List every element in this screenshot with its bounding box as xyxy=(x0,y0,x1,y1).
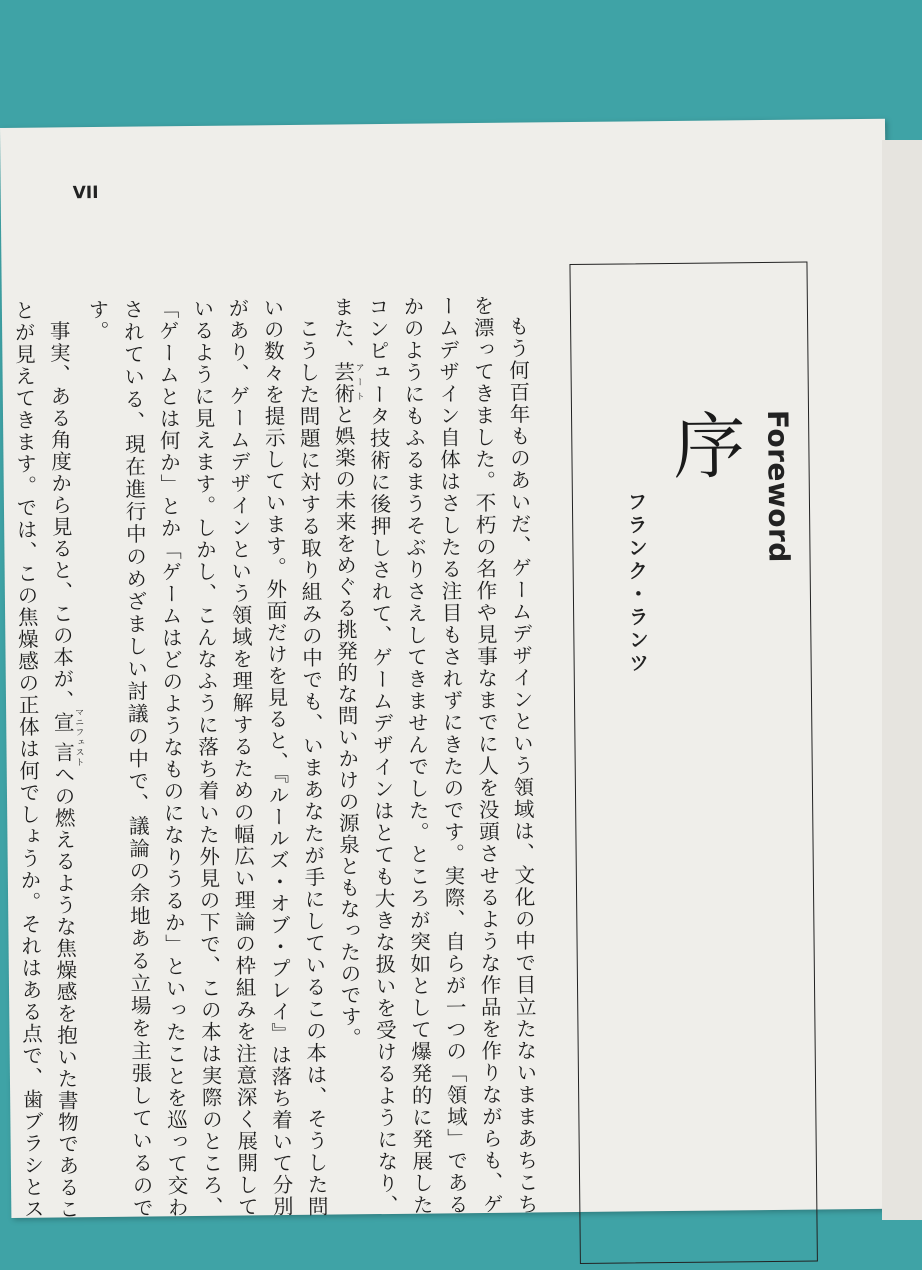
paragraph-text: 事実、ある角度から見ると、この本が、 xyxy=(46,319,75,712)
ruby-word xyxy=(330,360,364,405)
paragraph-text: と娯楽の未来をめぐる挑発的な問いかけの源泉ともなったのです。 xyxy=(330,403,362,1050)
paragraph xyxy=(0,299,88,1220)
ruby-base: 宣言 xyxy=(50,706,75,768)
paragraph-text: こうした問題に対する取り組みの中でも、いまあなたが手にしているこの本は、そうした問いの数々を提示しています。外面だけを見ると、『ルールズ・オブ・プレイ』は落ち着いて分別があり、ゲームデザインという領域を理解するための幅広い理論の枠組みを注意深く展開しているように見えます。しかし、こんなふうに落ち着いた外見の下で、この本は実際のところ、「ゲームとは何か」とか「ゲームはどのようなものになりうるか」といったことを巡って交わされている、現在進行中のめざましい討議の中で、議論の余地ある立場を主張しているのです。 xyxy=(84,297,329,1219)
book-page xyxy=(0,119,896,1218)
ruby-reading: アート xyxy=(353,360,364,404)
author-name: フランク・ランツ xyxy=(623,491,650,676)
page-number: VII xyxy=(72,182,99,204)
paragraph xyxy=(79,297,334,1220)
ruby-word xyxy=(50,706,84,768)
body-text xyxy=(10,294,544,1220)
kanji-title: 序 xyxy=(672,404,746,489)
paragraph xyxy=(324,294,544,1216)
ruby-reading: マニフェスト xyxy=(73,706,84,767)
english-title: Foreword xyxy=(760,409,796,564)
adjacent-page-edge xyxy=(882,140,922,1220)
ruby-base: 芸術 xyxy=(330,360,355,405)
paragraph-text: への燃えるような焦燥感を抱いた書物であることが見えてきます。では、この焦燥感の正体は何でしょうか。それはある点で、歯ブラシとステープルガンだけ xyxy=(10,299,80,1220)
paragraph-text: もう何百年ものあいだ、ゲームデザインという領域は、文化の中で目立たないままあちこちを漂ってきました。不朽の名作や見事なまでに人を没頭させるような作品を作りながらも、ゲームデザイン自体はさしたる注目もされずにきたのです。実際、自らが一つの「領域」であるかのようにもふるまうそぶりさえしてきませんでした。ところが突如として爆発的に発展したコンピュータ技術に後押しされて、ゲームデザインはとても大きな扱いを受けるようになり、また、 xyxy=(329,294,539,1217)
